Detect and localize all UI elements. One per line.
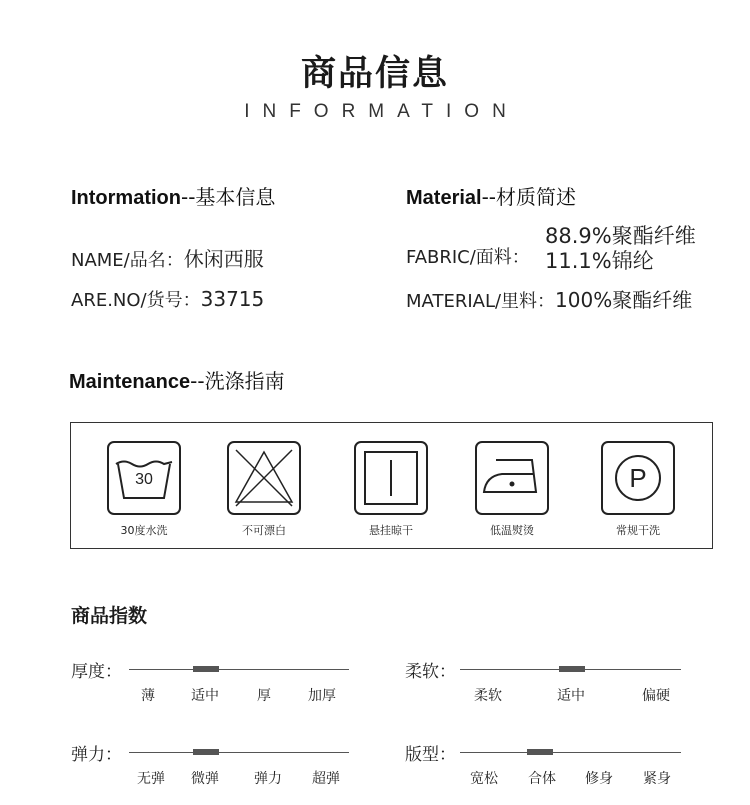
index-scale-name: 弹力：: [71, 745, 122, 765]
index-scale-marker: [193, 749, 219, 755]
lining-label: MATERIAL/里料：: [406, 291, 556, 312]
care-label-iron: 低温熨烫: [490, 524, 534, 537]
index-scale: [71, 740, 349, 787]
index-scale: [405, 740, 681, 787]
care-label-hang-dry: 悬挂晾干: [369, 524, 413, 537]
index-scale-marker: [527, 749, 553, 755]
care-label-wash: 30度水洗: [120, 524, 168, 537]
index-scale-option: 合体: [528, 771, 556, 787]
material-heading: [406, 181, 576, 210]
index-scale-line: [129, 669, 349, 670]
fabric-values: [545, 224, 696, 274]
index-scale: [405, 657, 681, 704]
item-no-label: ARE.NO/货号：: [71, 290, 201, 311]
index-scale-option: 柔软: [474, 688, 502, 704]
index-scale-line: [129, 752, 349, 753]
maintenance-heading: [69, 365, 285, 394]
index-scale-option: 适中: [557, 688, 585, 704]
material-heading-en: Material: [406, 187, 482, 209]
name-row: [71, 243, 264, 272]
fabric-value-line1: 88.9%聚酯纤维: [545, 224, 696, 248]
index-scale-option: 薄: [141, 688, 155, 704]
material-heading-zh: --材质简述: [481, 185, 577, 209]
basic-info-heading-zh: --基本信息: [181, 185, 276, 209]
care-item-wash: [99, 440, 189, 538]
index-scale-marker: [193, 666, 219, 672]
index-scale: [71, 657, 349, 704]
index-scale-option: 适中: [191, 688, 219, 704]
index-scale-option: 偏硬: [642, 688, 670, 704]
iron-low-icon: [474, 440, 550, 516]
index-scale-name: 厚度：: [71, 662, 122, 682]
index-scale-option: 弹力: [254, 771, 282, 787]
dry-clean-icon: [600, 440, 676, 516]
index-scale-line: [460, 752, 681, 753]
index-scale-option: 修身: [585, 771, 613, 787]
fabric-value-line2: 11.1%锦纶: [545, 249, 654, 273]
item-no-row: [71, 286, 264, 312]
care-item-no-bleach: [219, 440, 309, 538]
lining-row: [406, 284, 692, 313]
index-scale-marker: [559, 666, 585, 672]
index-scale-option: 无弹: [137, 771, 165, 787]
page-title: 商品信息: [300, 54, 449, 94]
wash-30-icon: [106, 440, 182, 516]
hang-dry-icon: [353, 440, 429, 516]
basic-info-heading-en: Intormation: [71, 187, 181, 209]
indices-title: 商品指数: [71, 605, 148, 627]
care-item-hang-dry: [346, 440, 436, 538]
item-no-value: 33715: [200, 287, 265, 311]
wash-temp: 30: [135, 471, 153, 488]
dry-clean-letter: P: [629, 463, 647, 493]
index-scale-name: 柔软：: [405, 662, 456, 682]
index-scale-option: 超弹: [312, 771, 340, 787]
name-value: 休闲西服: [183, 247, 264, 271]
fabric-row: [406, 243, 530, 269]
name-label: NAME/品名：: [71, 250, 184, 271]
maintenance-heading-zh: --洗涤指南: [190, 369, 285, 393]
index-scale-option: 宽松: [470, 771, 498, 787]
care-label-no-bleach: 不可漂白: [242, 524, 286, 537]
page-subtitle: INFORMATION: [244, 101, 519, 122]
index-scale-name: 版型：: [405, 745, 456, 765]
care-label-dry-clean: 常规干洗: [616, 524, 660, 537]
basic-info-heading: [71, 181, 275, 210]
index-scale-option: 微弹: [191, 771, 219, 787]
maintenance-heading-en: Maintenance: [69, 371, 191, 393]
care-item-dry-clean: [593, 440, 683, 538]
index-scale-option: 加厚: [308, 688, 336, 704]
no-bleach-icon: [226, 440, 302, 516]
care-item-iron: [467, 440, 557, 538]
lining-value: 100%聚酯纤维: [555, 288, 693, 312]
index-scale-option: 厚: [257, 688, 271, 704]
index-scale-option: 紧身: [643, 771, 671, 787]
fabric-label: FABRIC/面料：: [406, 247, 530, 268]
care-instructions-box: [70, 422, 713, 549]
